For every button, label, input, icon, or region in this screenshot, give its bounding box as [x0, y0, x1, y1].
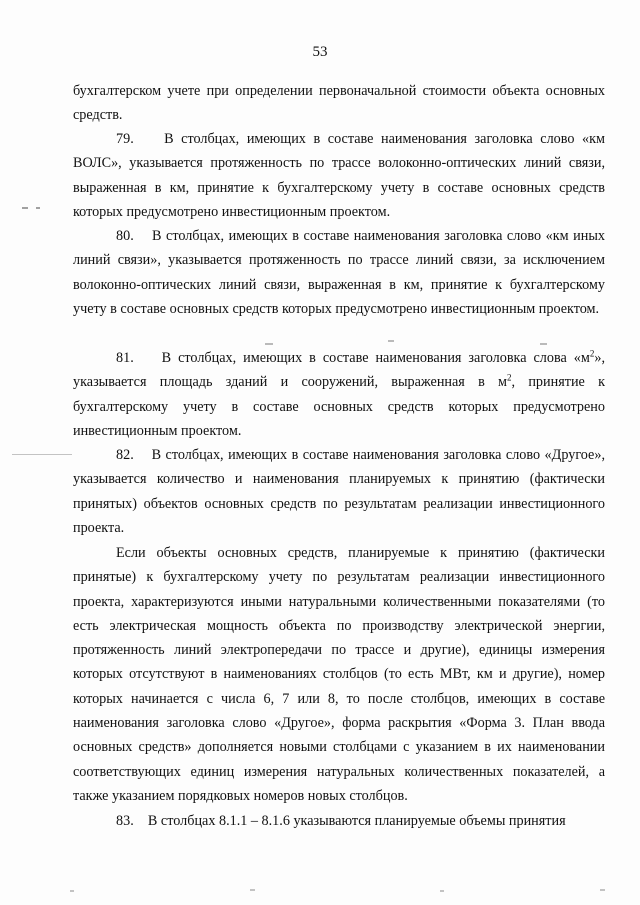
scan-mark	[265, 343, 273, 345]
paragraph-82-continued	[73, 541, 605, 808]
scan-mark	[600, 889, 605, 891]
paragraph-text: бухгалтерском учете при определении первоначальной стоимости объекта основных средств.	[73, 83, 605, 124]
scan-mark	[540, 343, 547, 345]
paragraph-82	[73, 443, 605, 540]
scan-mark	[22, 207, 28, 209]
scan-mark	[36, 207, 40, 209]
paragraph-79	[73, 127, 605, 224]
scan-mark	[388, 340, 394, 342]
scan-mark	[70, 890, 74, 892]
paragraph-81	[73, 346, 605, 443]
scan-mark	[250, 889, 255, 891]
paragraph-text: 82. В столбцах, имеющих в составе наименования заголовка слово «Другое», указывается количество и наименования планируемых к принятию (фактически принятых) объектов основных средств по результатам реализации инвестиционного проекта.	[73, 447, 605, 536]
paragraph-83	[73, 809, 605, 833]
page-number: 53	[312, 44, 328, 60]
paragraph-text: 80. В столбцах, имеющих в составе наименования заголовка слово «км иных линий связи», указывается протяженность по трассе линий связи, за исключением волоконно-оптических линий связи, выраженная в км, принятие к бухгалтерскому учету в составе основных средств которых предусмотрено инвестиционным проектом.	[73, 228, 605, 317]
superscript-m2-first: 2	[589, 348, 595, 359]
paragraph-81-part1: 81. В столбцах, имеющих в составе наименования заголовка слова «м	[116, 350, 590, 366]
superscript-m2-second: 2	[507, 372, 512, 383]
paragraph-text: 79. В столбцах, имеющих в составе наименования заголовка слово «км ВОЛС», указывается протяженность по трассе волоконно-оптических линий связи, выраженная в км, принятие к бухгалтерскому учету в составе основных средств которых предусмотрено инвестиционным проектом.	[73, 131, 605, 220]
paragraph-text	[73, 346, 605, 443]
paragraph-continuation	[73, 79, 605, 128]
paragraph-81-part3: , принятие к бухгалтерскому учету в составе основных средств которых предусмотрено инвестиционным проектом.	[73, 374, 605, 439]
paragraph-80	[73, 224, 605, 321]
paragraph-text: 83. В столбцах 8.1.1 – 8.1.6 указываются планируемые объемы принятия	[116, 813, 566, 829]
scan-mark	[440, 890, 444, 892]
paragraph-text: Если объекты основных средств, планируемые к принятию (фактически принятые) к бухгалтерскому учету по результатам реализации инвестиционного проекта, характеризуются иными натуральными количественными показателями (то есть электрическая мощность объекта по производству электрической энергии, протяженность линий электропередачи по трассе и другие), единицы измерения которых отсутствуют в наименованиях столбцов (то есть МВт, км и другие), номер которых начинается с числа 6, 7 или 8, то после столбцов, имеющих в составе наименования заголовка слово «Другое», форма раскрытия «Форма 3. План ввода основных средств» дополняется новыми столбцами с указанием в их наименовании соответствующих единиц измерения натуральных количественных показателей, а также указанием порядковых номеров новых столбцов.	[73, 545, 605, 804]
scan-mark	[12, 454, 72, 455]
paragraph-81-part2: », указывается площадь зданий и сооружений, выраженная в м	[73, 350, 605, 391]
